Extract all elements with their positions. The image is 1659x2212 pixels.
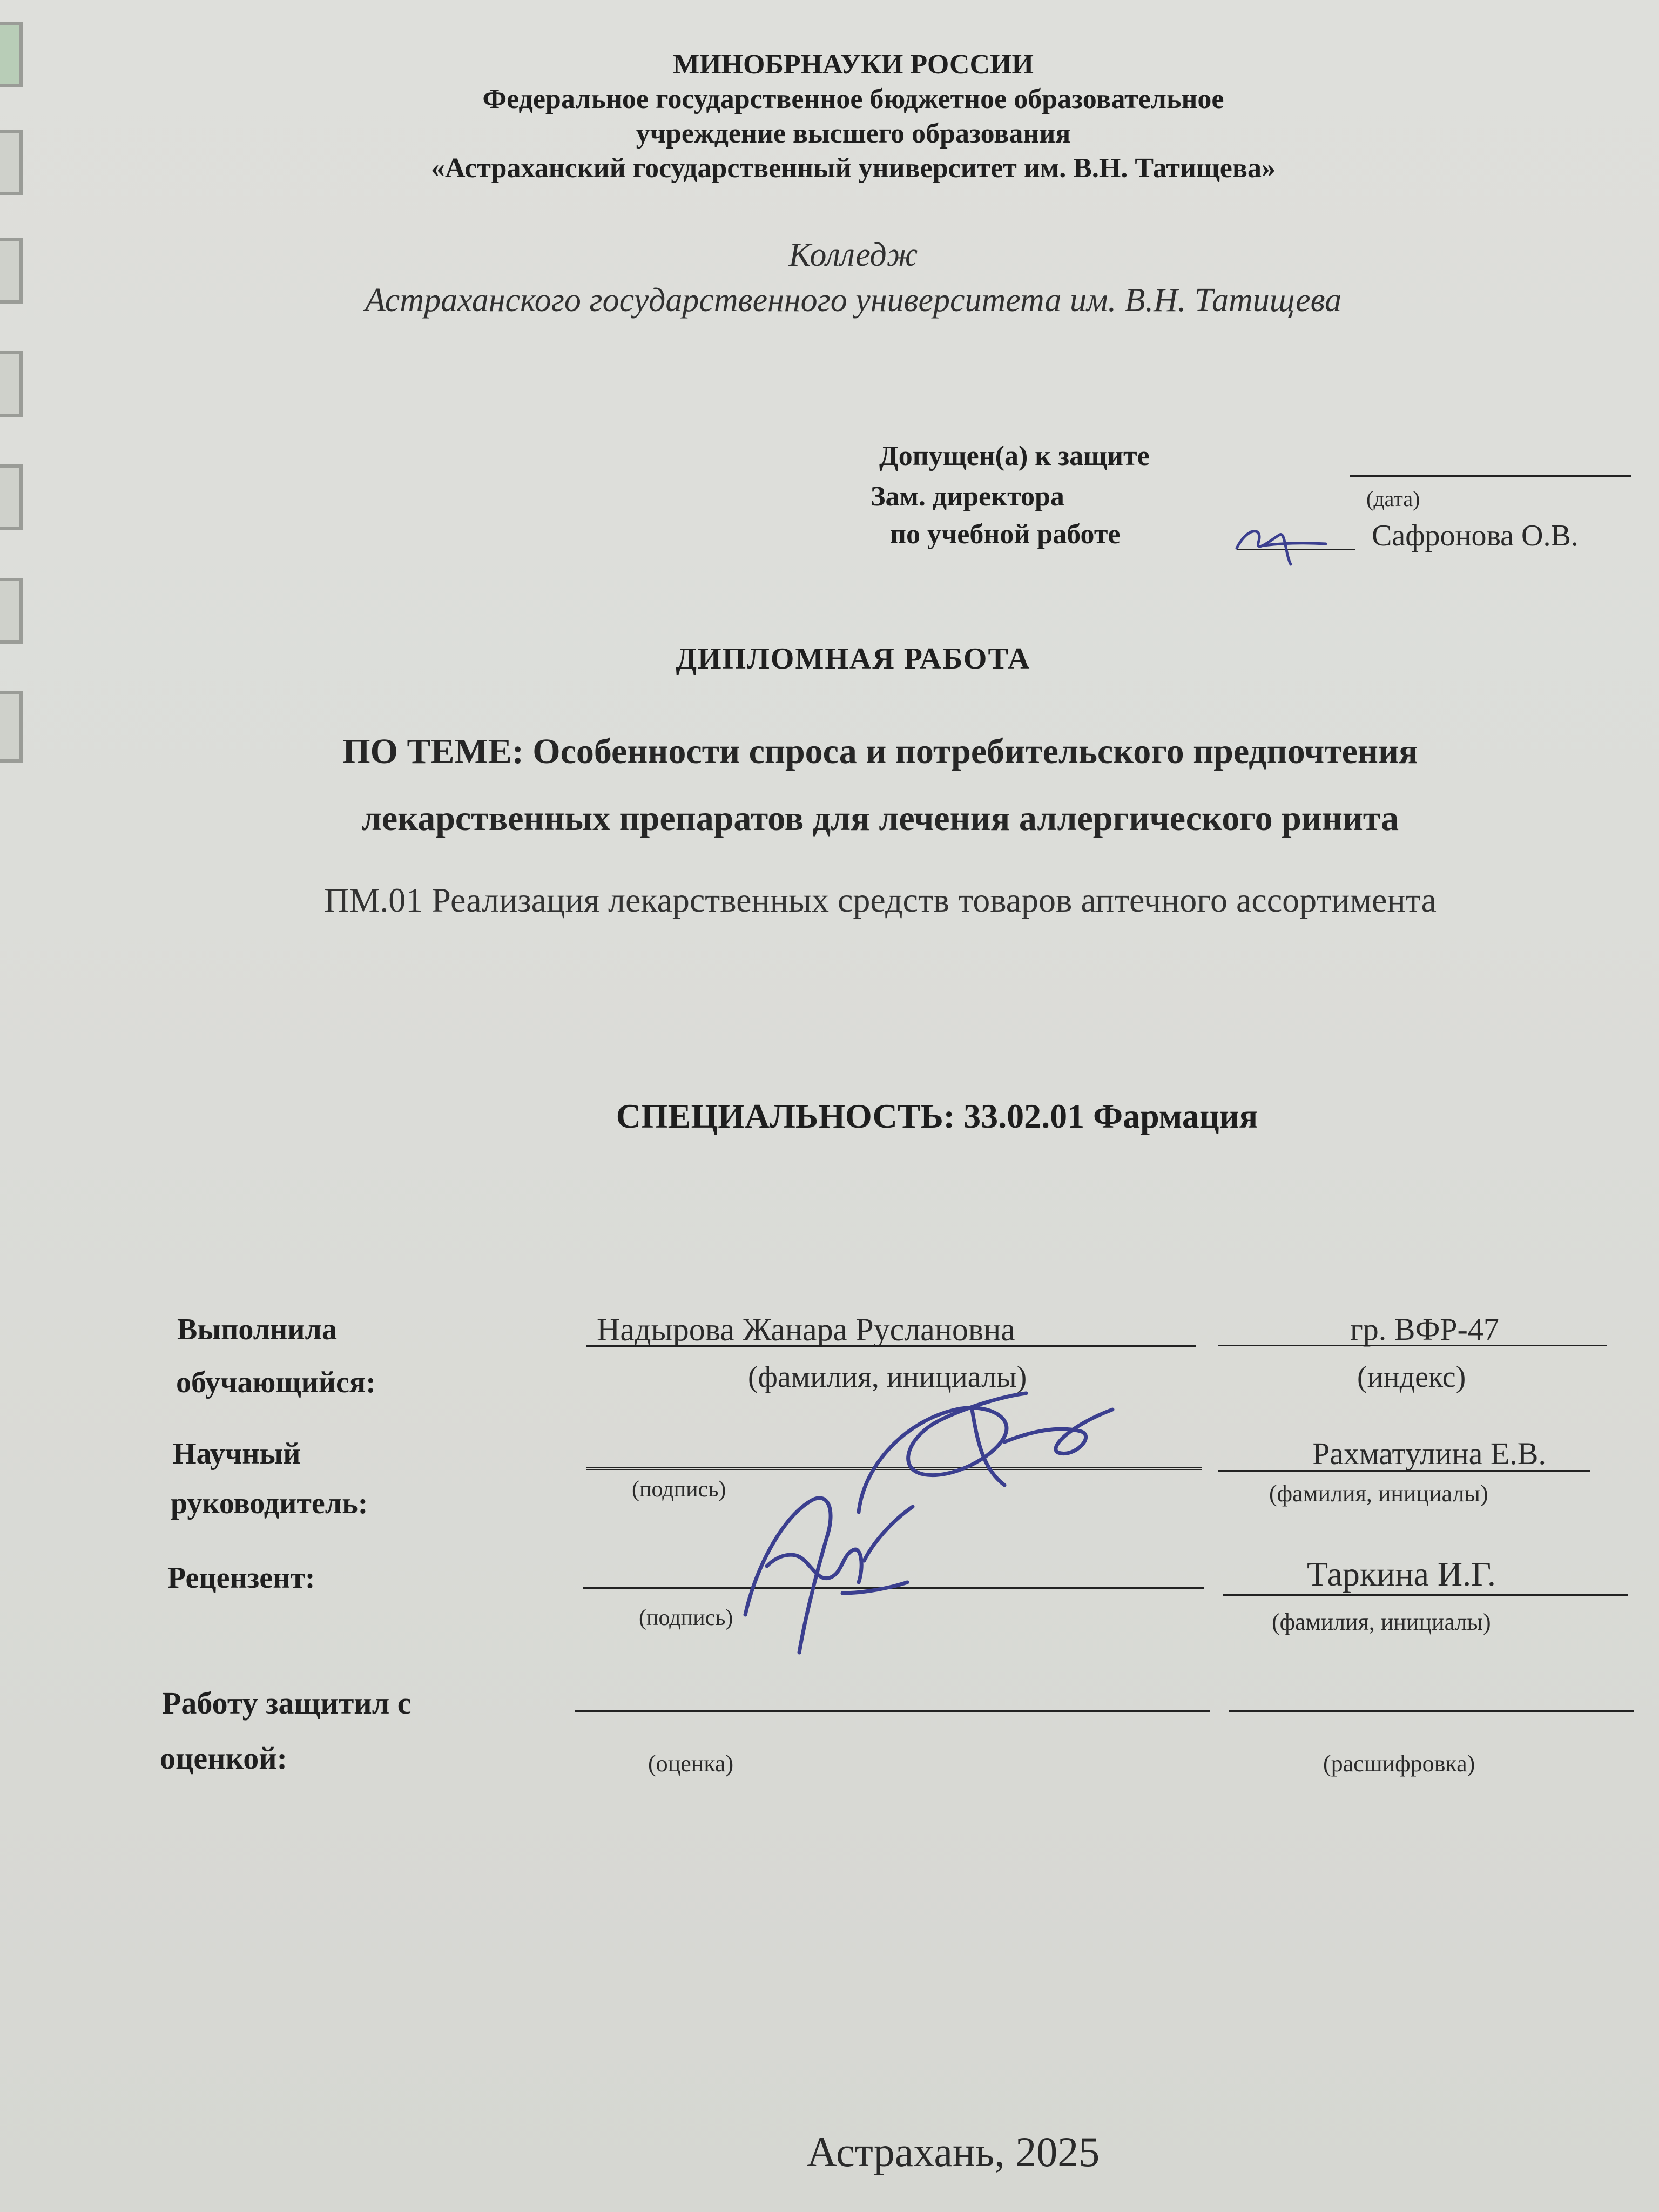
reviewer-signature-icon [734,1458,929,1663]
reviewer-name-line [1223,1594,1628,1596]
reviewer-name-caption: (фамилия, инициалы) [1272,1609,1491,1635]
student-group-line [1218,1345,1607,1346]
student-name: Надырова Жанара Руслановна [597,1312,1015,1347]
supervisor-signature-icon [842,1377,1134,1528]
student-label: Выполнила [177,1313,337,1346]
reviewer-label: Рецензент: [167,1561,315,1595]
binding-clip [0,464,23,530]
topic-line: ПО ТЕМЕ: Особенности спроса и потребительского предпочтения [342,732,1418,771]
supervisor-label: Научный [173,1437,301,1471]
date-caption: (дата) [1366,487,1420,511]
admission-position-cont: по учебной работе [890,519,1121,550]
supervisor-name-caption: (фамилия, инициалы) [1269,1480,1488,1507]
approver-name: Сафронова О.В. [1372,519,1579,552]
student-name-caption: (фамилия, инициалы) [748,1360,1027,1394]
grade-caption: (оценка) [648,1750,734,1777]
specialty: СПЕЦИАЛЬНОСТЬ: 33.02.01 Фармация [616,1097,1258,1135]
college-line: Астраханского государственного университета им. В.Н. Татищева [365,282,1342,319]
admission-position: Зам. директора [871,481,1064,512]
date-line [1350,475,1631,477]
document-type: ДИПЛОМНАЯ РАБОТА [676,642,1031,676]
supervisor-signature-caption: (подпись) [632,1477,726,1502]
student-name-line [586,1345,1196,1347]
transcript-caption: (расшифровка) [1323,1750,1475,1777]
admission-label: Допущен(а) к защите [879,441,1150,471]
ministry-line: МИНОБРНАУКИ РОССИИ [673,49,1034,80]
binding-clip [0,578,23,644]
document-topic [0,718,1659,852]
topic-line: лекарственных препаратов для лечения аллергического ринита [361,799,1399,838]
student-group-caption: (индекс) [1357,1360,1466,1394]
supervisor-name: Рахматулина Е.В. [1312,1436,1546,1471]
ministry-header [0,48,1659,186]
reviewer-signature-caption: (подпись) [639,1606,733,1630]
student-label-cont: обучающийся: [176,1366,376,1399]
approver-signature-icon [1231,505,1328,570]
defense-label: Работу защитил с [162,1685,412,1721]
supervisor-name-line [1218,1470,1590,1472]
module-name: ПМ.01 Реализация лекарственных средств товаров аптечного ассортимента [324,881,1437,919]
binding-clip [0,351,23,417]
reviewer-signature-line [583,1587,1204,1589]
supervisor-signature-line [586,1467,1202,1470]
transcript-line [1229,1710,1634,1712]
grade-line [575,1710,1210,1712]
college-header [0,232,1659,323]
defense-label-cont: оценкой: [160,1741,287,1776]
student-group: гр. ВФР-47 [1350,1312,1499,1347]
supervisor-label-cont: руководитель: [171,1487,368,1520]
ministry-line: учреждение высшего образования [636,118,1071,149]
reviewer-name: Таркина И.Г. [1307,1555,1496,1593]
college-line: Колледж [788,237,918,273]
city-year: Астрахань, 2025 [806,2128,1100,2175]
ministry-line: «Астраханский государственный университет им. В.Н. Татищева» [431,153,1276,184]
approver-signature-line [1237,549,1355,550]
ministry-line: Федеральное государственное бюджетное образовательное [482,84,1224,114]
